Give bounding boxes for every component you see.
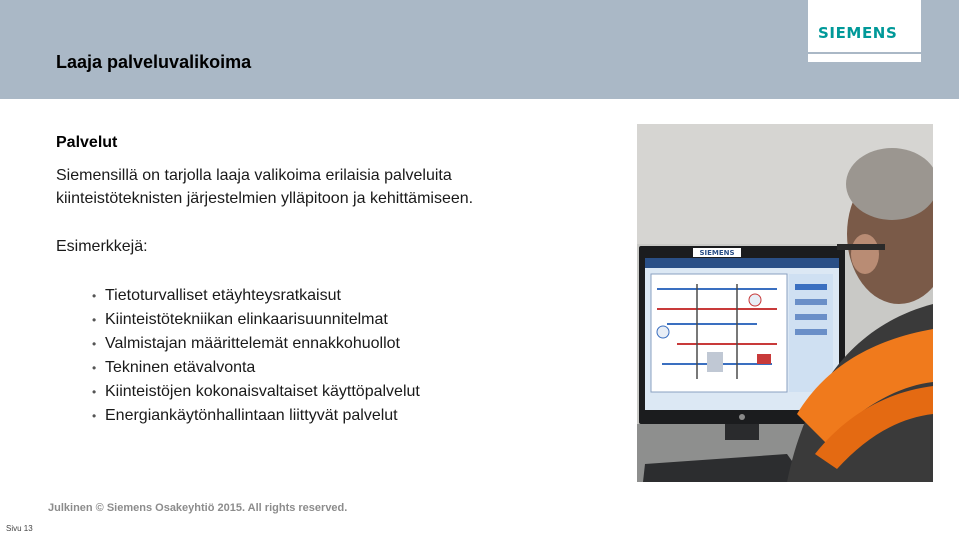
list-item: • Kiinteistötekniikan elinkaarisuunnitelmat [92, 308, 420, 332]
list-item: • Kiinteistöjen kokonaisvaltaiset käyttöpalvelut [92, 380, 420, 404]
logo-strip [808, 54, 921, 62]
list-item: • Tekninen etävalvonta [92, 356, 420, 380]
section-title: Palvelut [56, 134, 118, 151]
footer-copyright: Julkinen © Siemens Osakeyhtiö 2015. All rights reserved. [48, 502, 348, 514]
siemens-logo [808, 0, 921, 52]
intro-text [56, 164, 616, 210]
examples-list [92, 284, 420, 428]
slide-title: Laaja palveluvalikoima [56, 52, 252, 72]
technician-photo [637, 124, 933, 482]
intro-line: kiinteistöteknisten järjestelmien ylläpitoon ja kehittämiseen. [56, 190, 474, 207]
list-item: • Valmistajan määrittelemät ennakkohuollot [92, 332, 420, 356]
list-item: • Tietoturvalliset etäyhteysratkaisut [92, 284, 420, 308]
list-item: • Energiankäytönhallintaan liittyvät palvelut [92, 404, 420, 428]
siemens-logo-text: SIEMENS [818, 24, 898, 42]
monitor-brand-text: SIEMENS [699, 249, 735, 257]
slide-header [0, 0, 959, 99]
page-number: Sivu 13 [6, 524, 33, 533]
intro-line: Siemensillä on tarjolla laaja valikoima erilaisia palveluita [56, 167, 452, 184]
examples-label: Esimerkkejä: [56, 238, 148, 255]
